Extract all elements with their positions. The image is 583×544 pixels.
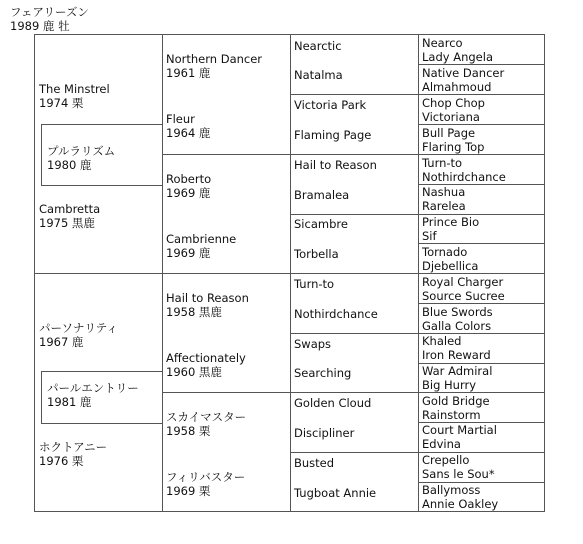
boxed-horse-info: 1981 鹿 [47, 395, 92, 409]
ancestor-info: 1969 鹿 [166, 246, 211, 260]
ancestor-name: Gold Bridge [422, 394, 490, 408]
sire-name: The Minstrel [39, 82, 110, 96]
ancestor-name: Nearctic [294, 39, 342, 53]
ancestor-info: 1969 栗 [166, 484, 211, 498]
ancestor-name: Victoriana [422, 110, 480, 124]
sire-info: 1967 鹿 [39, 335, 84, 349]
ancestor-name: Hail to Reason [294, 158, 377, 172]
boxed-horse-name: プルラリズム [47, 144, 116, 158]
ancestor-name: Nearco [422, 36, 463, 50]
ancestor-name: Turn-to [422, 156, 463, 170]
ancestor-name: Crepello [422, 453, 470, 467]
ancestor-name: Sicambre [294, 217, 348, 231]
ancestor-name: Source Sucree [422, 289, 505, 303]
sire-name: パーソナリティ [39, 321, 118, 335]
ancestor-info: 1964 鹿 [166, 126, 211, 140]
ancestor-name: Bramalea [294, 188, 350, 202]
ancestor-name: Royal Charger [422, 275, 504, 289]
ancestor-info: 1961 鹿 [166, 66, 211, 80]
row-divider [290, 214, 544, 215]
ancestor-name: Bull Page [422, 126, 476, 140]
ancestor-name: Cambrienne [166, 232, 237, 246]
ancestor-name: Nashua [422, 185, 466, 199]
ancestor-name: Almahmoud [422, 80, 492, 94]
ancestor-name: Rainstorm [422, 408, 481, 422]
dam-name: Cambretta [39, 202, 101, 216]
ancestor-name: Ballymoss [422, 483, 481, 497]
row-divider [418, 243, 544, 244]
ancestor-name: Lady Angela [422, 50, 493, 64]
sire-info: 1974 栗 [39, 96, 84, 110]
ancestor-name: Roberto [166, 172, 212, 186]
boxed-horse-name: パールエントリー [47, 381, 139, 395]
ancestor-name: Sans le Sou* [422, 467, 495, 481]
ancestor-name: Annie Oakley [422, 497, 499, 511]
ancestor-name: Flaring Top [422, 140, 485, 154]
row-divider [290, 333, 544, 334]
row-divider [290, 452, 544, 453]
ancestor-name: Nothirdchance [422, 170, 506, 184]
pedigree-table [34, 34, 545, 512]
ancestor-name: Iron Reward [422, 348, 491, 362]
ancestor-name: Edvina [422, 437, 461, 451]
ancestor-info: 1969 鹿 [166, 186, 211, 200]
dam-info: 1976 栗 [39, 454, 84, 468]
ancestor-name: Blue Swords [422, 305, 493, 319]
ancestor-name: Natalma [294, 68, 343, 82]
ancestor-name: Victoria Park [294, 98, 367, 112]
ancestor-name: Searching [294, 366, 352, 380]
ancestor-name: Nothirdchance [294, 307, 378, 321]
dam-info: 1975 黒鹿 [39, 216, 95, 230]
ancestor-name: Golden Cloud [294, 396, 372, 410]
ancestor-name: Rarelea [422, 199, 466, 213]
ancestor-name: Khaled [422, 334, 462, 348]
ancestor-info: 1960 黒鹿 [166, 365, 222, 379]
ancestor-name: Chop Chop [422, 96, 485, 110]
ancestor-name: Tugboat Annie [294, 486, 377, 500]
ancestor-name: Court Martial [422, 423, 497, 437]
ancestor-name: Swaps [294, 337, 332, 351]
row-divider [290, 94, 544, 95]
ancestor-name: Affectionately [166, 351, 246, 365]
ancestor-name: Big Hurry [422, 378, 477, 392]
ancestor-name: War Admiral [422, 364, 493, 378]
ancestor-name: Turn-to [294, 277, 335, 291]
ancestor-name: Torbella [294, 247, 339, 261]
ancestor-name: Sif [422, 229, 437, 243]
horse-name: フェアリーズン [10, 5, 89, 19]
row-divider [162, 154, 544, 155]
ancestor-name: Hail to Reason [166, 291, 249, 305]
ancestor-name: Prince Bio [422, 215, 480, 229]
ancestor-info: 1958 黒鹿 [166, 305, 222, 319]
ancestor-name: Native Dancer [422, 66, 505, 80]
ancestor-name: Tornado [422, 245, 468, 259]
ancestor-name: Flaming Page [294, 128, 372, 142]
ancestor-name: Discipliner [294, 426, 355, 440]
ancestor-name: スカイマスター [166, 410, 247, 424]
ancestor-name: Northern Dancer [166, 52, 263, 66]
ancestor-name: フィリバスター [166, 470, 246, 484]
ancestor-name: Galla Colors [422, 319, 492, 333]
horse-info: 1989 鹿 牡 [10, 19, 70, 33]
boxed-horse-info: 1980 鹿 [47, 158, 92, 172]
row-divider [162, 392, 544, 393]
ancestor-name: Fleur [166, 112, 195, 126]
ancestor-name: Djebellica [422, 259, 479, 273]
ancestor-name: Busted [294, 456, 335, 470]
dam-name: ホクトアニー [39, 440, 108, 454]
ancestor-info: 1958 栗 [166, 424, 211, 438]
